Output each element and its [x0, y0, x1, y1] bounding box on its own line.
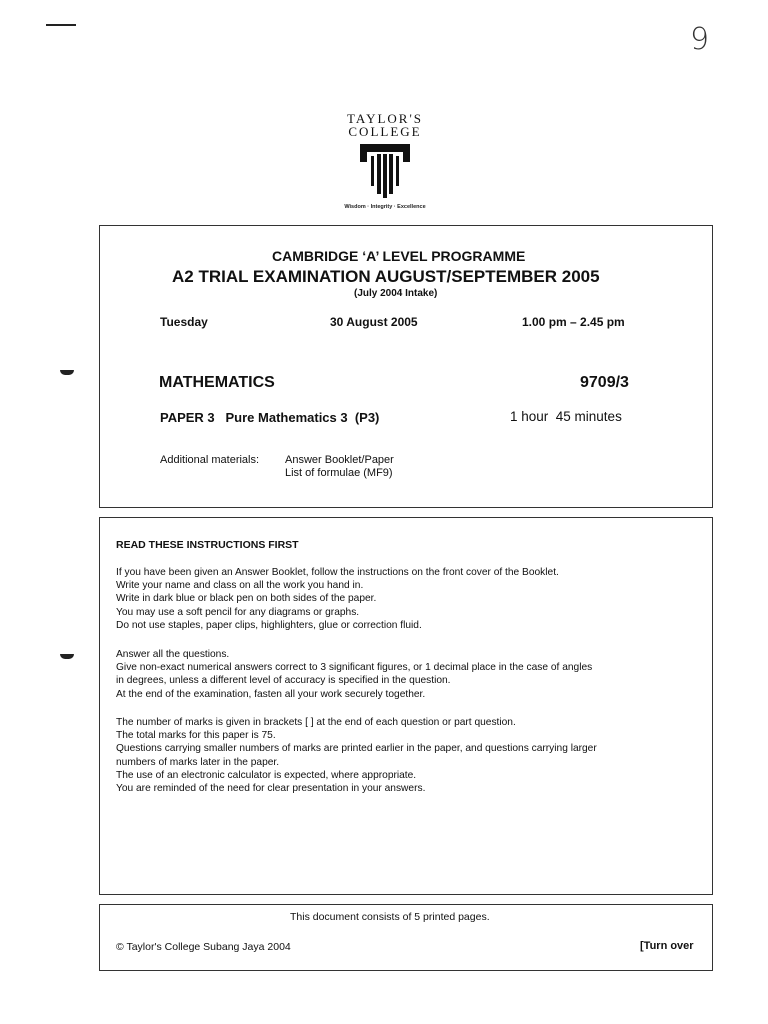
- instruction-line: numbers of marks later in the paper.: [116, 756, 280, 768]
- instruction-line: Answer all the questions.: [116, 649, 230, 660]
- turn-over-note: [Turn over: [640, 940, 694, 952]
- logo-line1: TAYLOR'S: [346, 111, 424, 126]
- instructions-paragraph: [116, 648, 592, 701]
- instruction-line: Questions carrying smaller numbers of marks are printed earlier in the paper, and questions carrying larger: [116, 743, 597, 755]
- instruction-line: You are reminded of the need for clear presentation in your answers.: [116, 783, 426, 795]
- instruction-line: in degrees, unless a different level of accuracy is specified in the question.: [116, 675, 451, 687]
- instruction-line: Do not use staples, paper clips, highlighters, glue or correction fluid.: [116, 619, 422, 631]
- page-number: 9: [690, 22, 710, 57]
- instruction-line: The use of an electronic calculator is expected, where appropriate.: [116, 769, 417, 781]
- paper-title: PAPER 3 Pure Mathematics 3 (P3): [160, 410, 380, 425]
- scan-mark: [60, 370, 74, 375]
- exam-date: 30 August 2005: [330, 315, 418, 329]
- instructions-heading: READ THESE INSTRUCTIONS FIRST: [116, 539, 299, 551]
- exam-day: Tuesday: [160, 315, 208, 329]
- logo-motto: Wisdom · Integrity · Excellence: [344, 204, 426, 210]
- college-logo: [320, 112, 450, 210]
- instruction-line: Write in dark blue or black pen on both sides of the paper.: [116, 593, 377, 605]
- intake-note: (July 2004 Intake): [354, 288, 438, 299]
- instruction-line: The number of marks is given in brackets [ ] at the end of each question or part question.: [116, 717, 516, 728]
- exam-duration: 1 hour 45 minutes: [510, 409, 622, 424]
- exam-time: 1.00 pm – 2.45 pm: [522, 315, 625, 329]
- instruction-line: If you have been given an Answer Booklet, follow the instructions on the front cover of the Booklet.: [116, 567, 559, 578]
- instructions-paragraph: [116, 716, 597, 795]
- copyright-note: © Taylor's College Subang Jaya 2004: [116, 941, 291, 953]
- logo-line2: COLLEGE: [348, 124, 422, 139]
- instruction-line: Give non-exact numerical answers correct to 3 significant figures, or 1 decimal place in the case of angles: [116, 662, 593, 674]
- programme-title: CAMBRIDGE ‘A’ LEVEL PROGRAMME: [272, 248, 526, 264]
- scan-mark: [46, 24, 76, 26]
- materials-item: List of formulae (MF9): [285, 467, 393, 479]
- college-crest-icon: [356, 142, 414, 200]
- page-count-note: This document consists of 5 printed pages.: [290, 911, 490, 923]
- subject-title: MATHEMATICS: [159, 374, 275, 391]
- scan-mark: [60, 654, 74, 659]
- instructions-paragraph: [116, 566, 559, 632]
- instruction-line: At the end of the examination, fasten all your work securely together.: [116, 688, 426, 700]
- materials-label: Additional materials:: [160, 454, 260, 466]
- exam-title: A2 TRIAL EXAMINATION AUGUST/SEPTEMBER 2005: [172, 267, 600, 286]
- materials-item: Answer Booklet/Paper: [285, 454, 394, 466]
- instruction-line: The total marks for this paper is 75.: [116, 730, 276, 742]
- subject-code: 9709/3: [580, 374, 629, 391]
- instruction-line: Write your name and class on all the work you hand in.: [116, 580, 364, 592]
- materials-list: [285, 454, 394, 480]
- instruction-line: You may use a soft pencil for any diagrams or graphs.: [116, 606, 360, 618]
